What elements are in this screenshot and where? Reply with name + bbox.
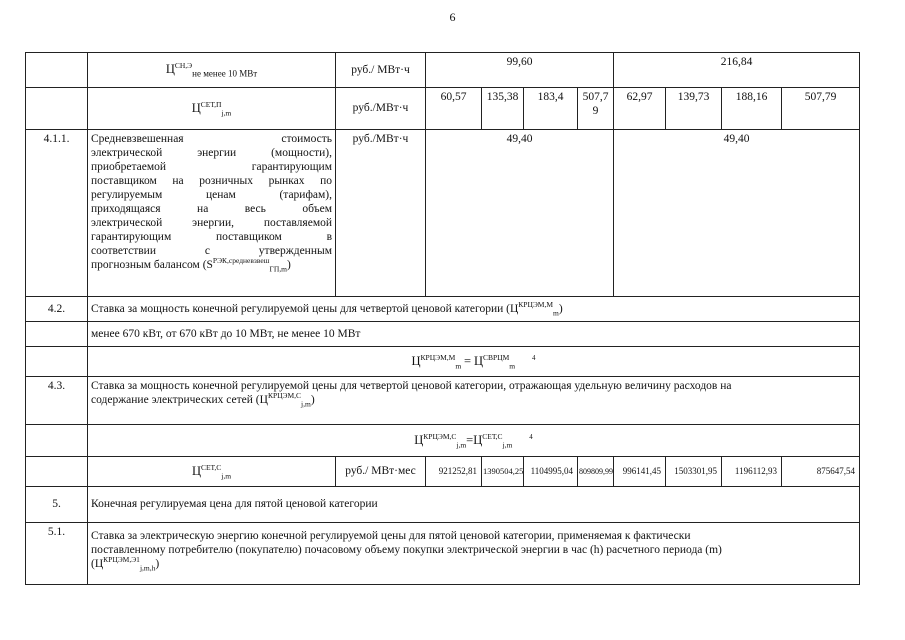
value-cell: 996141,45: [614, 457, 666, 487]
unit-cell: руб./ МВт·ч: [336, 53, 426, 88]
unit-cell: руб./МВт·ч: [336, 88, 426, 130]
value-cell: 1503301,95: [666, 457, 722, 487]
value-cell: 507,79: [578, 88, 614, 130]
table-row: [26, 88, 860, 130]
table-row: [26, 487, 860, 523]
row-number: 5.1.: [26, 523, 88, 585]
table-row: [26, 347, 860, 377]
value-cell: 139,73: [666, 88, 722, 130]
value-cell: 1104995,04: [524, 457, 578, 487]
footnote-mark: 4: [531, 354, 536, 363]
value-cell: 99,60: [426, 53, 614, 88]
value-cell: 507,79: [782, 88, 860, 130]
value-cell: 183,4: [524, 88, 578, 130]
value-cell: 809809,99: [578, 457, 614, 487]
page-number: 6: [449, 10, 456, 24]
unit-cell: руб./МВт·ч: [336, 130, 426, 297]
value-cell: 921252,81: [426, 457, 482, 487]
table-row: [26, 130, 860, 297]
tariff-table: [25, 52, 860, 585]
formula: $Ц^{КРЦЭМ,М}_m = Ц^{СВРЦМ}_m$ $^4$: [88, 347, 860, 377]
value-cell: 216,84: [614, 53, 860, 88]
row-number: 5.: [26, 487, 88, 523]
table-row: [26, 297, 860, 322]
value-cell: 62,97: [614, 88, 666, 130]
value-cell: 49,40: [426, 130, 614, 297]
table-row: [26, 377, 860, 425]
description-cell: Средневзвешенная стоимость электрической энергии (мощности), приобретаемой гарантирующим поставщиком на розничных рынках по регулируемым ценам (тарифам), приходящаяся на весь объем электрической энергии, поставляемой гарантирующим поставщиком в соответствии с утвержденным прогнозным балансом $(S^{РЭК,средневзвеш}_{ГП,m})$: [88, 130, 336, 297]
table-row: [26, 457, 860, 487]
row-number: 4.1.1.: [26, 130, 88, 297]
unit-cell: руб./ МВт·мес: [336, 457, 426, 487]
table-row: [26, 322, 860, 347]
value-cell: 188,16: [722, 88, 782, 130]
symbol-cell: $Ц^{СН,Э}_{не менее 10 МВт}$: [88, 53, 336, 88]
row-number: 4.2.: [26, 297, 88, 322]
section-heading: Ставка за электрическую энергию конечной регулируемой цены для пятой ценовой категории, применяемая к фактически поставленному потребителю (покупателю) почасовому объему покупки электрической энергии в час (h) расчетного периода (m) $(Ц^{КРЦЭМ,Э1}_{j,m,h})$: [88, 523, 860, 585]
table-row: [26, 425, 860, 457]
formula: $Ц^{КРЦЭМ,С}_{j,m}=Ц^{СЕТ,С}_{j,m}$ $^4$: [88, 425, 860, 457]
value-cell: 1196112,93: [722, 457, 782, 487]
value-cell: 135,38: [482, 88, 524, 130]
symbol-cell: $Ц^{СЕТ,П}_{j,m}$: [88, 88, 336, 130]
section-heading: Конечная регулируемая цена для пятой ценовой категории: [88, 487, 860, 523]
value-cell: 875647,54: [782, 457, 860, 487]
value-cell: 49,40: [614, 130, 860, 297]
footnote-mark: 4: [529, 433, 533, 442]
value-cell: 60,57: [426, 88, 482, 130]
value-cell: 1390504,25: [482, 457, 524, 487]
section-heading: Ставка за мощность конечной регулируемой цены для четвертой ценовой категории, отражающая удельную величину расходов на содержание электрических сетей $(Ц^{КРЦЭМ,С}_{j,m})$: [88, 377, 860, 425]
table-row: [26, 523, 860, 585]
section-heading: Ставка за мощность конечной регулируемой цены для четвертой ценовой категории $(Ц^{КРЦЭМ,М}_m)$: [88, 297, 860, 322]
category-text: менее 670 кВт, от 670 кВт до 10 МВт, не менее 10 МВт: [88, 322, 860, 347]
row-number: 4.3.: [26, 377, 88, 425]
table-row: [26, 53, 860, 88]
symbol-cell: $Ц^{СЕТ,С}_{j,m}$: [88, 457, 336, 487]
